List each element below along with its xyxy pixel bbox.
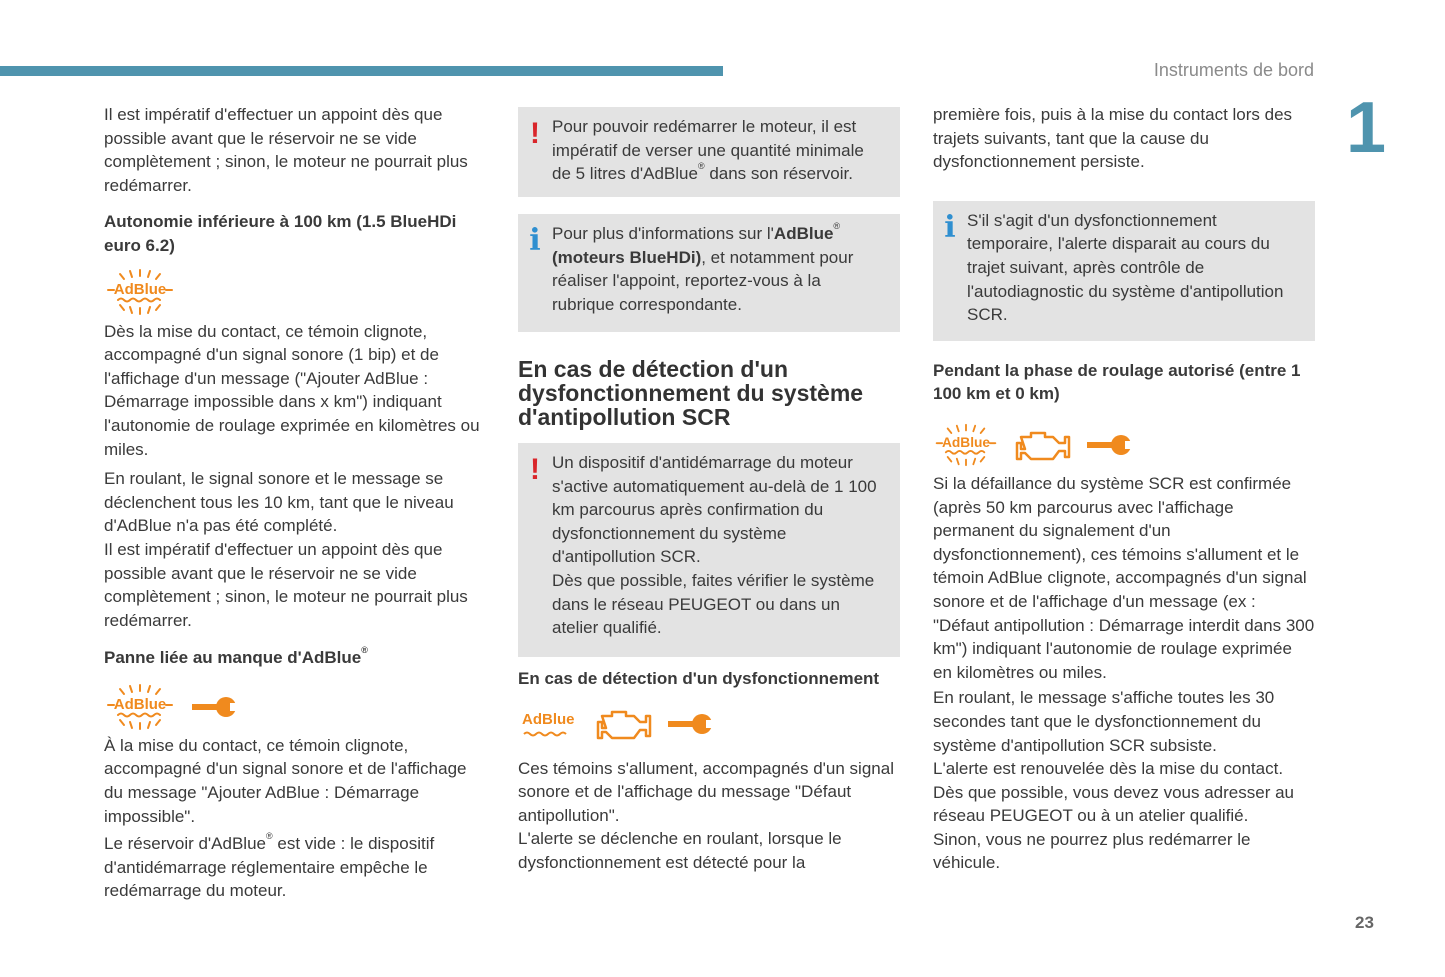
info-text: S'il s'agit d'un dysfonctionnement temporaire, l'alerte disparait au cours du trajet suivant, après contrôle de l'autodiagnostic du système d'antipollution SCR.: [967, 210, 1284, 325]
paragraph: Si la défaillance du système SCR est confirmée (après 50 km parcourus avec l'affichage permanent du signalement d'un dysfonctionnement), ces témoins s'allument et le témoin AdBlue clignote, accompagnés d'un signal sonore et de l'affichage d'un message (ex : "Défaut antipollution : Démarrage interdit dans 300 km") indiquant l'autonomie de roulage exprimée en kilomètres ou miles.: [933, 473, 1315, 682]
icon-row: [933, 418, 1315, 472]
info-text: Pour plus d'informations sur l'AdBlue® (moteurs BlueHDi), et notamment pour réaliser l'appoint, reportez-vous à la rubrique correspondante.: [552, 221, 854, 314]
warning-icon: !: [530, 453, 540, 486]
svg-text:AdBlue: AdBlue: [522, 710, 575, 728]
paragraph: L'alerte se déclenche en roulant, lorsque le dysfonctionnement est détecté pour la: [518, 829, 842, 872]
adblue-icon: [518, 706, 580, 742]
subheading-adblue-empty: Panne liée au manque d'AdBlue®: [104, 645, 368, 668]
warning-text: Un dispositif d'antidémarrage du moteur s'active automatiquement au-delà de 1 100 km parcourus après confirmation du dysfonctionnement du système d'antipollution SCR.: [552, 453, 877, 567]
paragraph: Le réservoir d'AdBlue® est vide : le dispositif d'antidémarrage réglementaire empêche le redémarrage du moteur.: [104, 831, 435, 901]
adblue-warning-icon: [104, 268, 176, 316]
column-1: [104, 103, 486, 903]
paragraph: Dès que possible, vous devez vous adresser au réseau PEUGEOT ou à un atelier qualifié.: [933, 782, 1294, 826]
info-box: [518, 214, 900, 332]
paragraph: Il est impératif d'effectuer un appoint dès que possible avant que le réservoir ne se vide complètement ; sinon, le moteur ne pourrait plus redémarrer.: [104, 105, 468, 195]
page-number: 23: [1355, 913, 1374, 932]
column-3: [933, 103, 1315, 875]
warning-box: [518, 443, 900, 657]
section-title: Instruments de bord: [1153, 60, 1314, 80]
paragraph: En roulant, le signal sonore et le message se déclenchent tous les 10 km, tant que le niveau d'AdBlue n'a pas été complété.: [104, 469, 454, 536]
info-icon: i: [529, 223, 541, 258]
warning-text: Pour pouvoir redémarrer le moteur, il est impératif de verser une quantité minimale de 5 litres d'AdBlue® dans son réservoir.: [552, 117, 864, 184]
header-accent-bar: [0, 66, 723, 76]
icon-row: [518, 699, 900, 749]
svg-text:AdBlue: AdBlue: [113, 280, 167, 298]
wrench-icon: [1085, 433, 1135, 457]
chapter-number: 1: [1346, 88, 1387, 168]
warning-text: Dès que possible, faites vérifier le système dans le réseau PEUGEOT ou dans un atelier qualifié.: [552, 570, 875, 638]
paragraph: En roulant, le message s'affiche toutes les 30 secondes tant que le dysfonctionnement du système d'antipollution SCR subsiste.: [933, 688, 1275, 755]
engine-check-icon: [1013, 425, 1071, 465]
section-heading: En cas de détection d'un dysfonctionnement du système d'antipollution SCR: [518, 356, 864, 430]
subheading-range-under-100km: Autonomie inférieure à 100 km (1.5 BlueHDi euro 6.2): [104, 212, 457, 255]
engine-check-icon: [594, 704, 652, 744]
icon-row: [104, 680, 486, 734]
paragraph: première fois, puis à la mise du contact lors des trajets suivants, tant que la cause du dysfonctionnement persiste.: [933, 105, 1293, 172]
adblue-warning-icon: [933, 423, 999, 467]
svg-text:AdBlue: AdBlue: [113, 695, 167, 713]
paragraph: Ces témoins s'allument, accompagnés d'un signal sonore et de l'affichage du message "Défaut antipollution".: [518, 758, 894, 825]
subheading-malfunction-detected: En cas de détection d'un dysfonctionnement: [518, 669, 880, 688]
paragraph: L'alerte est renouvelée dès la mise du contact.: [933, 759, 1284, 779]
info-box: [933, 201, 1315, 341]
paragraph: À la mise du contact, ce témoin clignote, accompagné d'un signal sonore et de l'affichage du message "Ajouter AdBlue : Démarrage impossible".: [104, 735, 467, 826]
adblue-warning-icon: [104, 683, 176, 731]
wrench-icon: [190, 695, 240, 719]
paragraph: Dès la mise du contact, ce témoin clignote, accompagné d'un signal sonore (1 bip) et de l'affichage d'un message ("Ajouter AdBlue : Démarrage impossible dans x km") indiquant l'autonomie de roulage exprimée en kilomètres ou miles.: [104, 321, 480, 459]
svg-text:AdBlue: AdBlue: [941, 434, 991, 450]
warning-box: [518, 107, 900, 197]
wrench-icon: [666, 712, 716, 736]
paragraph: Sinon, vous ne pourrez plus redémarrer le véhicule.: [933, 829, 1251, 873]
paragraph: Il est impératif d'effectuer un appoint dès que possible avant que le réservoir ne se vide complètement ; sinon, le moteur ne pourrait plus redémarrer.: [104, 539, 468, 630]
icon-row: [104, 268, 486, 320]
info-icon: i: [944, 209, 956, 245]
subheading-authorized-driving: Pendant la phase de roulage autorisé (entre 1 100 km et 0 km): [933, 360, 1301, 404]
column-2: [518, 107, 900, 875]
warning-icon: !: [530, 117, 540, 150]
